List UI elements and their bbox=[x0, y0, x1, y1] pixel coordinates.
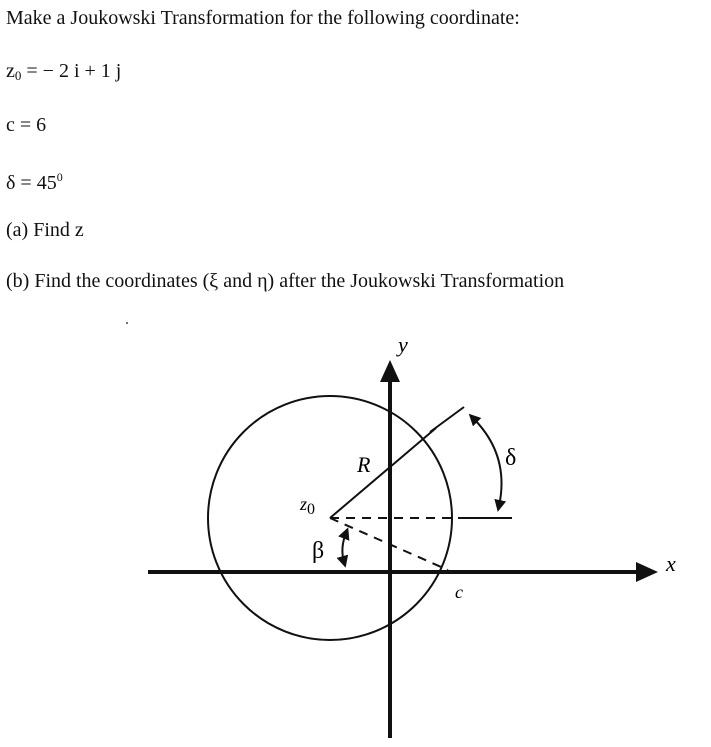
part-b: (b) Find the coordinates (ξ and η) after the Joukowski Transformation bbox=[6, 270, 565, 292]
delta-arc bbox=[473, 418, 502, 506]
beta-arc bbox=[342, 533, 346, 562]
radius-label: R bbox=[357, 452, 371, 477]
delta-reference-line bbox=[430, 407, 464, 432]
delta-label: δ bbox=[505, 445, 517, 471]
x-axis-label: x bbox=[666, 551, 676, 576]
radius-line bbox=[330, 428, 436, 518]
problem-statement: Make a Joukowski Transformation for the following coordinate: bbox=[6, 7, 520, 29]
part-a: (a) Find z bbox=[6, 219, 84, 241]
z0-given: $z_0$ = − 2 i + 1 j bbox=[6, 60, 122, 83]
delta-given: $\delta = 45^0$ bbox=[6, 170, 63, 194]
beta-label: β bbox=[312, 538, 325, 564]
y-axis-arrowhead bbox=[380, 360, 400, 382]
z0-label: z0 bbox=[300, 494, 316, 518]
y-axis-label: y bbox=[398, 332, 408, 357]
x-axis-arrowhead bbox=[636, 562, 658, 582]
c-label: c bbox=[455, 582, 463, 602]
c-given: c = 6 bbox=[6, 114, 47, 136]
